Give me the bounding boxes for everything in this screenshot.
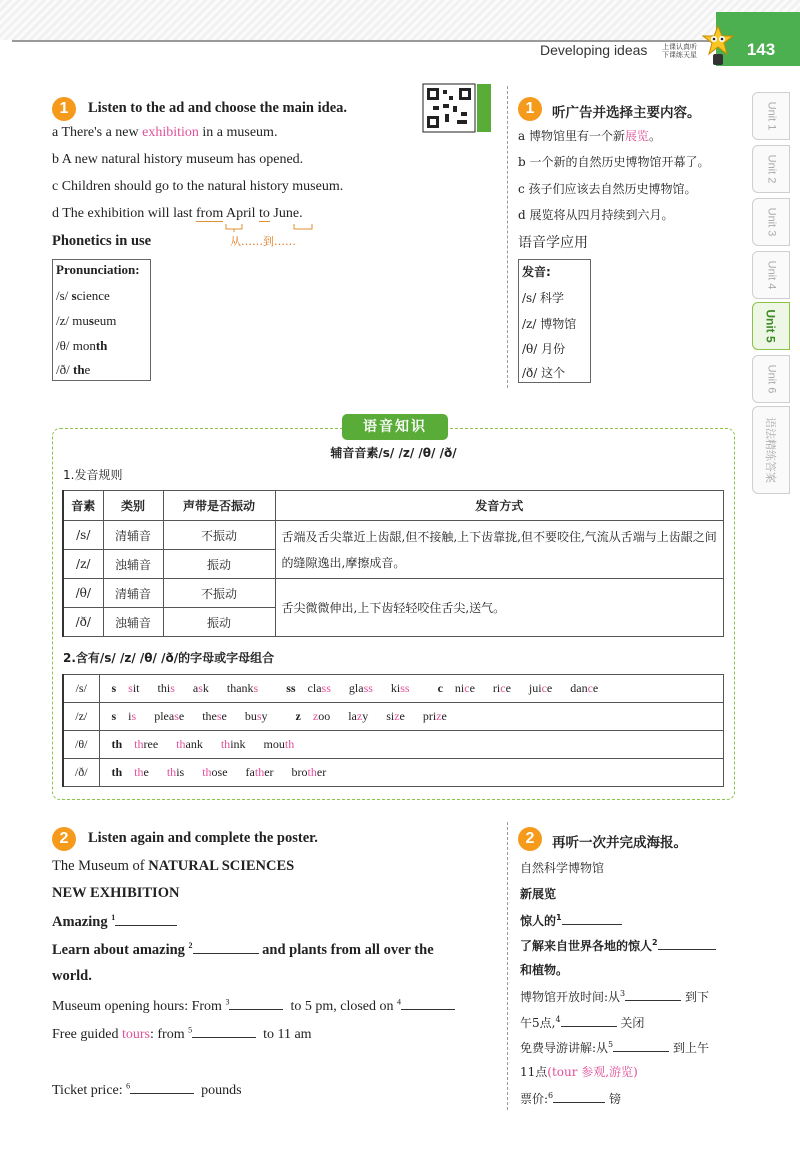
section-number-badge-cn: 2 (518, 827, 542, 851)
example-word: glass (348, 681, 373, 695)
combo-key-letters: s (111, 681, 117, 695)
combo-key-letters: z (295, 709, 301, 723)
example-word: ask (192, 681, 209, 695)
rules-label: 1.发音规则 (63, 468, 123, 482)
pron-row-cn: /θ/ 月份 (522, 342, 566, 356)
poster-world: world. (52, 968, 92, 984)
example-word: those (202, 765, 228, 779)
poster-tours-cn: 免费导游讲解:从$^5$ 到上午 (520, 1040, 709, 1055)
option-c-cn: c 孩子们应该去自然历史博物馆。 (518, 182, 697, 196)
pronunciation-title-cn: 发音: (522, 265, 551, 279)
poster-price-cn: 票价:$^6$ 镑 (520, 1091, 621, 1106)
poster-new-exhibition-cn: 新展览 (520, 887, 557, 901)
example-word: class (307, 681, 331, 695)
option-b-cn: b 一个新的自然历史博物馆开幕了。 (518, 155, 710, 169)
combo-phoneme: /z/ (63, 703, 99, 731)
example-word: rice (492, 681, 511, 695)
section2-heading-cn: 再听一次并完成海报。 (552, 835, 687, 851)
pron-row: /ð/ the (56, 362, 91, 377)
example-word: please (154, 709, 185, 723)
desc-cell: 舌尖微微伸出,上下齿轻轻咬住舌尖,送气。 (275, 579, 724, 637)
pronunciation-box-cn (518, 259, 591, 383)
example-word: this (166, 765, 185, 779)
answer-blank-6[interactable] (130, 1080, 194, 1094)
desc-cell: 舌端及舌尖靠近上齿龈,但不接触,上下齿靠拢,但不要咬住,气流从舌端与上齿龈之间的缝隙逸出,摩擦成音。 (275, 521, 724, 579)
pron-row: /s/ science (56, 288, 110, 303)
column-divider (507, 822, 508, 1110)
option-c: c Children should go to the natural history museum. (52, 179, 344, 194)
poster-hours-cn-2: 午5点,$^4$ 关闭 (520, 1015, 645, 1030)
combo-words (99, 703, 724, 731)
poster-hours-cn: 博物馆开放时间:从$^3$ 到下 (520, 989, 709, 1004)
combo-words (99, 759, 724, 787)
combo-words (99, 675, 724, 703)
knowledge-banner: 语音知识 (342, 414, 448, 440)
poster-learn: Learn about amazing $^2$ and plants from all over the (52, 941, 434, 958)
annotation-bracket (224, 223, 314, 233)
combo-row (63, 759, 724, 787)
option-a-cn: a 博物馆里有一个新展览。 (518, 129, 662, 143)
example-word: thanks (226, 681, 259, 695)
qr-code-icon[interactable] (421, 82, 493, 134)
table-row: /ð/ 浊辅音 振动 (63, 608, 724, 637)
section2-heading: Listen again and complete the poster. (88, 830, 318, 846)
answer-blank-3-cn[interactable] (625, 987, 681, 1001)
tab-unit-3[interactable]: Unit 3 (752, 198, 790, 246)
tab-unit-5[interactable]: Unit 5 (752, 302, 790, 350)
example-word: the (134, 765, 149, 779)
combo-words (99, 731, 724, 759)
combo-row (63, 731, 724, 759)
phonetics-heading-cn: 语音学应用 (518, 235, 588, 251)
option-a: a There's a new exhibition in a museum. (52, 125, 278, 140)
pron-row-cn: /s/ 科学 (522, 291, 565, 305)
combo-key-letters: th (111, 737, 123, 751)
example-word: these (202, 709, 227, 723)
example-word: thank (176, 737, 203, 751)
tab-unit-2[interactable]: Unit 2 (752, 145, 790, 193)
pronunciation-title: Pronunciation: (56, 262, 140, 277)
column-header: 音素 (63, 491, 103, 521)
combo-key-letters: c (437, 681, 443, 695)
combo-key-letters: th (111, 765, 123, 779)
poster-price: Ticket price: $^6$ pounds (52, 1081, 242, 1098)
tab-unit-1[interactable]: Unit 1 (752, 92, 790, 140)
tab-grammar-answers[interactable]: 语法精练答案 (752, 406, 790, 494)
page-number: 143 (746, 40, 776, 59)
example-word: nice (454, 681, 475, 695)
option-b: b A new natural history museum has opened. (52, 152, 304, 167)
rules-table (62, 490, 724, 637)
example-word: is (128, 709, 137, 723)
combo-phoneme: /s/ (63, 675, 99, 703)
header-bar (0, 0, 800, 40)
answer-blank-5[interactable] (192, 1024, 256, 1038)
column-header: 声带是否振动 (163, 491, 275, 521)
combo-table (62, 674, 724, 787)
example-word: sit (128, 681, 140, 695)
phonetics-heading: Phonetics in use (52, 233, 152, 249)
section1-heading-cn: 听广告并选择主要内容。 (552, 105, 701, 121)
option-d: d The exhibition will last from April to June. (52, 206, 303, 221)
column-header: 类别 (103, 491, 163, 521)
answer-blank-4[interactable] (401, 996, 455, 1010)
knowledge-title: 辅音音素/s/ /z/ /θ/ /ð/ (330, 446, 457, 460)
example-word: zoo (312, 709, 331, 723)
tab-unit-4[interactable]: Unit 4 (752, 251, 790, 299)
combo-phoneme: /ð/ (63, 759, 99, 787)
answer-blank-1-cn[interactable] (562, 911, 622, 925)
section-number-badge-cn: 1 (518, 97, 542, 121)
example-word: brother (291, 765, 327, 779)
table-header-row (63, 491, 724, 521)
column-divider (507, 86, 508, 388)
answer-blank-1[interactable] (115, 912, 177, 926)
pron-row: /z/ museum (56, 313, 117, 328)
poster-amazing-cn: 惊人的$^1$ (520, 911, 622, 929)
column-header: 发音方式 (275, 491, 724, 521)
section-number-badge: 2 (52, 827, 76, 851)
combo-row (63, 703, 724, 731)
section1-heading: Listen to the ad and choose the main idea. (88, 100, 348, 116)
combo-label: 2.含有/s/ /z/ /θ/ /ð/的字母或字母组合 (63, 651, 275, 665)
combo-row (63, 675, 724, 703)
example-word: size (386, 709, 405, 723)
pronunciation-box (52, 259, 151, 381)
example-word: kiss (390, 681, 410, 695)
example-word: dance (570, 681, 599, 695)
example-word: father (245, 765, 274, 779)
example-word: this (157, 681, 175, 695)
example-word: juice (528, 681, 553, 695)
poster-learn-cn: 了解来自世界各地的惊人$^2$ (520, 936, 716, 954)
combo-phoneme: /θ/ (63, 731, 99, 759)
pron-row-cn: /ð/ 这个 (522, 366, 566, 380)
pron-row: /θ/ month (56, 338, 108, 353)
poster-museum-cn: 自然科学博物馆 (520, 861, 605, 875)
combo-key-letters: s (111, 709, 117, 723)
example-word: lazy (348, 709, 369, 723)
mascot-icon (700, 24, 736, 68)
poster-learn-cn-2: 和植物。 (520, 963, 569, 977)
example-word: three (134, 737, 159, 751)
answer-blank-5-cn[interactable] (613, 1038, 669, 1052)
pron-row-cn: /z/ 博物馆 (522, 317, 577, 331)
option-d-cn: d 展览将从四月持续到六月。 (518, 208, 674, 222)
combo-key-letters: ss (286, 681, 296, 695)
poster-tours-cn-2: 11点(tour 参观,游览) (520, 1065, 638, 1079)
table-row: /θ/ 清辅音 不振动 舌尖微微伸出,上下齿轻轻咬住舌尖,送气。 (63, 579, 724, 608)
poster-hours: Museum opening hours: From $^3$ to 5 pm, closed on $^4$ (52, 996, 455, 1015)
table-row: /z/ 浊辅音 振动 (63, 550, 724, 579)
example-word: busy (244, 709, 268, 723)
example-word: think (220, 737, 246, 751)
answer-blank-3[interactable] (229, 996, 283, 1010)
poster-new-exhibition: NEW EXHIBITION (52, 885, 180, 901)
tab-unit-6[interactable]: Unit 6 (752, 355, 790, 403)
poster-museum: The Museum of NATURAL SCIENCES (52, 858, 295, 874)
answer-blank-6-cn[interactable] (553, 1089, 605, 1103)
answer-blank-2-cn[interactable] (658, 936, 716, 950)
table-row: /s/ 清辅音 不振动 舌端及舌尖靠近上齿龈,但不接触,上下齿靠拢,但不要咬住,气流从舌端与上齿龈之间的缝隙逸出,摩擦成音。 (63, 521, 724, 550)
answer-blank-4-cn[interactable] (561, 1013, 617, 1027)
example-word: mouth (263, 737, 295, 751)
example-word: prize (422, 709, 447, 723)
header-slogan: 上课认真听 下课练天星 (662, 43, 697, 59)
section-number-badge: 1 (52, 97, 76, 121)
poster-tours: Free guided tours: from $^5$ to 11 am (52, 1025, 312, 1042)
answer-blank-2[interactable] (193, 940, 259, 954)
header-title: Developing ideas (540, 42, 648, 58)
poster-amazing: Amazing $^1$ (52, 912, 177, 931)
annotation-note: 从……到…… (230, 235, 296, 248)
